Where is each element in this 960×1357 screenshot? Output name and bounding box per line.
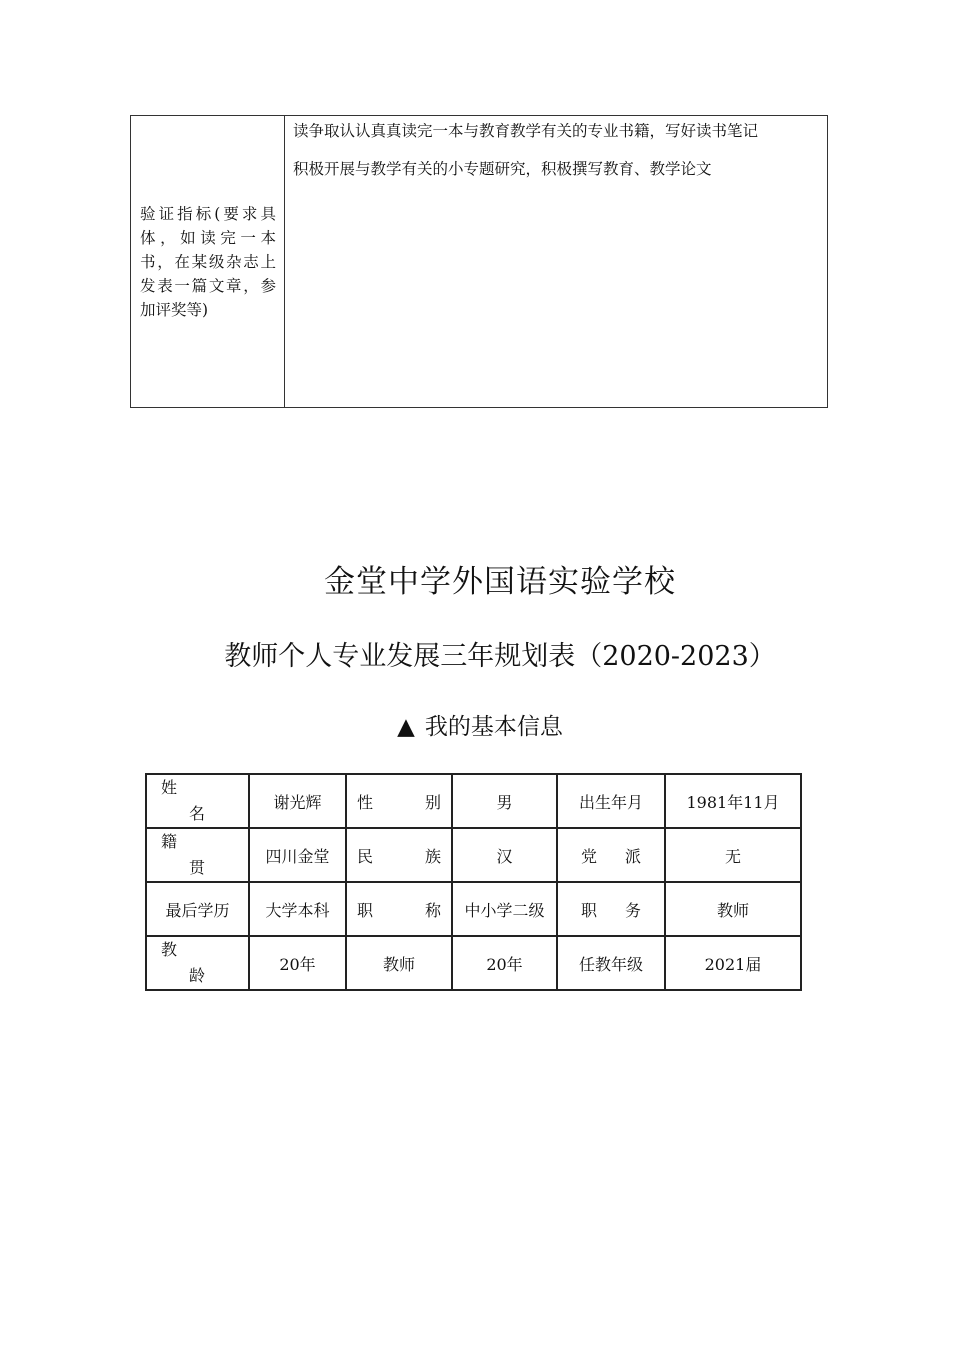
edu-value: 大学本科 [249,882,346,936]
table-row [146,936,801,990]
table-row [146,882,801,936]
row4-col3: 教师 [346,936,452,990]
party-label: 党 派 [557,828,665,882]
name-label: 姓 名 [146,774,249,828]
native-value: 四川金堂 [249,828,346,882]
birth-label: 出生年月 [557,774,665,828]
section-heading [0,708,960,741]
title-label: 职 称 [346,882,452,936]
section-title: 我的基本信息 [424,714,563,740]
triangle-icon: ▲ [397,714,415,740]
gender-value: 男 [452,774,557,828]
edu-label: 最后学历 [146,882,249,936]
grade-value: 2021届 [665,936,801,990]
native-label: 籍 贯 [146,828,249,882]
row4-col4: 20年 [452,936,557,990]
basic-info-table [145,773,802,991]
post-value: 教师 [665,882,801,936]
name-value: 谢光辉 [249,774,346,828]
verification-line: 积极开展与教学有关的小专题研究，积极撰写教育、教学论文 [293,160,712,178]
ethnic-label: 民 族 [346,828,452,882]
verification-line: 读争取认认真真读完一本与教育教学有关的专业书籍，写好读书笔记 [293,122,759,140]
grade-label: 任教年级 [557,936,665,990]
gender-label: 性 别 [346,774,452,828]
verification-label: 验证指标(要求具体，如读完一本书，在某级杂志上发表一篇文章，参加评奖等) [131,116,285,407]
plan-title: 教师个人专业发展三年规划表（2020-2023） [224,641,776,672]
school-title: 金堂中学外国语实验学校 [324,564,676,600]
age-label: 教 龄 [146,936,249,990]
post-label: 职 务 [557,882,665,936]
birth-value: 1981年11月 [665,774,801,828]
table-row [146,828,801,882]
verification-content [285,116,827,407]
verification-table [130,115,828,408]
title-value: 中小学二级 [452,882,557,936]
ethnic-value: 汉 [452,828,557,882]
party-value: 无 [665,828,801,882]
age-value: 20年 [249,936,346,990]
table-row [146,774,801,828]
